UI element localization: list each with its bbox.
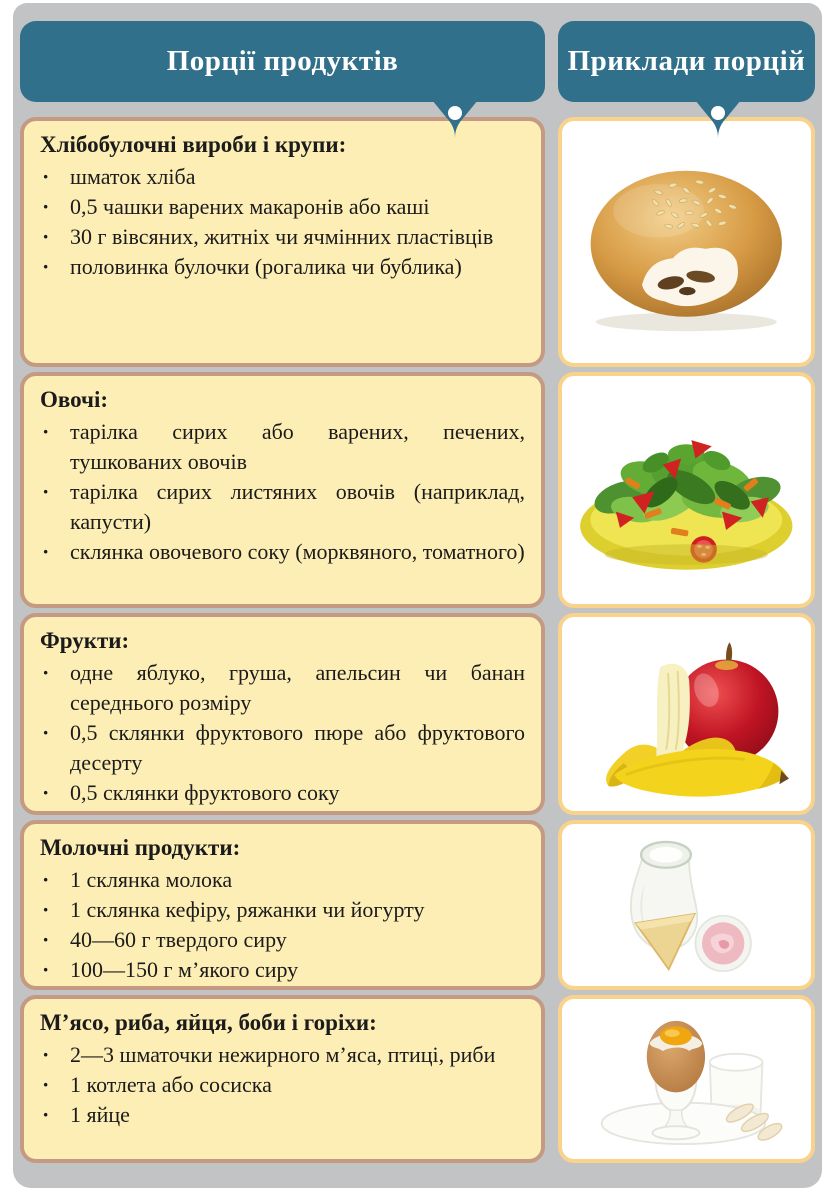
image-card-dairy	[558, 820, 815, 990]
portion-item: · 1 яйце	[40, 1100, 525, 1130]
image-card-fruits	[558, 613, 815, 815]
portion-item: · шматок хліба	[40, 162, 525, 192]
card-bread-cereals	[20, 117, 545, 367]
portion-list	[40, 417, 525, 567]
portion-item: · тарілка сирих листяних овочів (наприклад, капусти)	[40, 477, 525, 537]
image-card-bread	[558, 117, 815, 367]
portion-list	[40, 1040, 525, 1130]
vegetable-salad-image	[568, 383, 805, 597]
image-card-egg	[558, 995, 815, 1163]
portion-item: · 1 котлета або сосиска	[40, 1070, 525, 1100]
portion-list	[40, 865, 525, 985]
category-title: Овочі:	[40, 387, 109, 412]
portion-list	[40, 162, 525, 282]
category-title: Молочні продукти:	[40, 835, 241, 860]
category-title: Фрукти:	[40, 628, 130, 653]
callout-tail-icon	[695, 100, 741, 140]
portion-item: · 2—3 шматочки нежирного м’яса, птиці, риби	[40, 1040, 525, 1070]
column-header-portions-label: Порції продуктів	[166, 45, 399, 77]
portion-item: · 30 г вівсяних, житніх чи ячмінних пластівців	[40, 222, 525, 252]
image-card-vegetables	[558, 372, 815, 608]
portion-item: · половинка булочки (рогалика чи бублика)	[40, 252, 525, 282]
row-vegetables	[20, 372, 815, 608]
category-title: М’ясо, риба, яйця, боби і горіхи:	[40, 1010, 377, 1035]
portion-item: · одне яблуко, груша, апельсин чи банан середнього розміру	[40, 658, 525, 718]
portion-item: · 0,5 чашки варених макаронів або каші	[40, 192, 525, 222]
portion-item: · 0,5 склянки фруктового пюре або фруктового десерту	[40, 718, 525, 778]
column-header-portions	[20, 21, 545, 102]
portion-list	[40, 658, 525, 808]
portion-item: · склянка овочевого соку (морквяного, томатного)	[40, 537, 525, 567]
bread-bun-image	[568, 128, 805, 355]
banana-and-apple-image	[568, 623, 805, 805]
card-dairy	[20, 820, 545, 990]
row-bread-cereals	[20, 117, 815, 367]
category-title: Хлібобулочні вироби і крупи:	[40, 132, 347, 157]
portion-item: · 0,5 склянки фруктового соку	[40, 778, 525, 808]
milk-cheese-yogurt-image	[568, 829, 805, 981]
header-row	[20, 21, 815, 102]
row-meat-eggs	[20, 995, 815, 1163]
boiled-egg-image	[568, 1004, 805, 1154]
category-rows	[20, 117, 815, 1163]
card-vegetables	[20, 372, 545, 608]
callout-tail-icon	[432, 100, 478, 140]
portion-item: · 100—150 г м’якого сиру	[40, 955, 525, 985]
card-fruits	[20, 613, 545, 815]
column-header-examples-label: Приклади порцій	[567, 45, 806, 77]
portion-item: · 1 склянка молока	[40, 865, 525, 895]
portion-item: · 40—60 г твердого сиру	[40, 925, 525, 955]
row-dairy	[20, 820, 815, 990]
table-panel	[13, 3, 822, 1188]
card-meat-eggs	[20, 995, 545, 1163]
portion-item: · 1 склянка кефіру, ряжанки чи йогурту	[40, 895, 525, 925]
row-fruits	[20, 613, 815, 815]
column-header-examples	[558, 21, 815, 102]
portion-item: · тарілка сирих або варених, печених, тушкованих овочів	[40, 417, 525, 477]
